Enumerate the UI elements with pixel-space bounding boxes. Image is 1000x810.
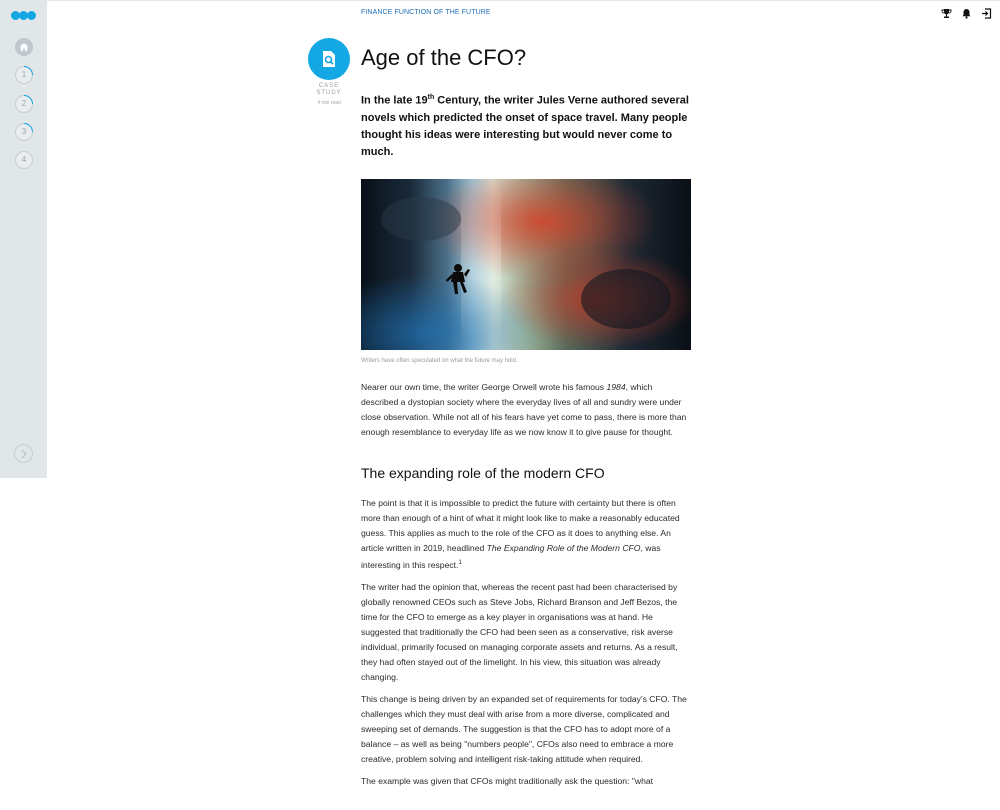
bell-icon[interactable]	[961, 8, 972, 19]
case-study-badge	[308, 38, 350, 80]
nav-step-2[interactable]	[15, 95, 33, 113]
search-document-icon	[319, 49, 339, 69]
body-paragraph-5: The example was given that CFOs might traditionally ask the question: "what	[361, 775, 654, 786]
nav-step-label: 4	[21, 155, 27, 164]
read-time: 4 min read	[317, 100, 341, 106]
body-paragraph-3: The writer had the opinion that, whereas the recent past had been characterised by globally renowned CEOs such as Steve Jobs, Richard Branson and Jeff Bezos, the time for the CFO to emerge as a key player in organisations was at hand. He suggested that traditionally the CFO had been seen as a conservative, risk averse individual, primarily focused on managing corporate assets and returns. As a result, they had often stayed out of the limelight. In his view, this situation was already changing.	[361, 581, 678, 682]
logout-icon[interactable]	[981, 8, 992, 19]
nav-step-label: 1	[21, 70, 27, 79]
page-title: Age of the CFO?	[361, 45, 527, 70]
hero-image	[361, 179, 691, 350]
top-toolbar	[941, 8, 992, 19]
breadcrumb[interactable]: FINANCE FUNCTION OF THE FUTURE	[361, 9, 491, 16]
badge-label: CASE STUDY	[316, 83, 342, 96]
chevron-right-icon	[20, 449, 28, 459]
body-paragraph-4: This change is being driven by an expanded set of requirements for today's CFO. The challenges which they must deal with arise from a more diverse, complicated and sweeping set of demands. The suggestion is that the CFO has to adopt more of a balance – as well as being "numbers people", CFOs also need to embrace a more creative, problem solving and intelligent risk-taking attitude when required.	[361, 693, 687, 764]
astronaut-space-image	[361, 179, 691, 350]
nav-step-4[interactable]	[15, 151, 33, 169]
section-heading: The expanding role of the modern CFO	[361, 464, 605, 481]
nav-step-label: 3	[21, 127, 27, 136]
app-logo[interactable]	[11, 11, 37, 21]
article	[361, 44, 691, 789]
sidebar	[0, 0, 47, 478]
trophy-icon[interactable]	[941, 8, 952, 19]
nav-step-label: 2	[21, 99, 27, 108]
body-paragraph-1: Nearer our own time, the writer George Orwell wrote his famous 1984, which described a dystopian society where the everyday lives of all and sundry were under close observation. While not all of his fears have yet come to pass, there is more than enough resemblance to everyday life as we now know it to give pause for thought.	[361, 381, 687, 437]
home-icon	[19, 42, 29, 52]
body-paragraph-2: The point is that it is impossible to predict the future with certainty but there is often more than enough of a hint of what it might look like to make a reasonably educated guess. This applies as much to the role of the CFO as it does to anything else. An article written in 2019, headlined The Expanding Role of the Modern CFO, was interesting in this respect.$^1$	[361, 497, 680, 570]
next-button[interactable]	[14, 444, 33, 463]
top-divider	[47, 0, 1000, 1]
nav-step-3[interactable]	[15, 123, 33, 141]
image-caption: Writers have often speculated on what the future may hold.	[361, 357, 518, 364]
lead-paragraph: In the late 19th Century, the writer Jules Verne authored several novels which predicted the onset of space travel. Many people thought his ideas were interesting but would never come to much.	[361, 94, 689, 158]
footnote-link[interactable]: 1	[458, 559, 462, 566]
home-button[interactable]	[15, 38, 33, 56]
nav-step-1[interactable]	[15, 66, 33, 84]
